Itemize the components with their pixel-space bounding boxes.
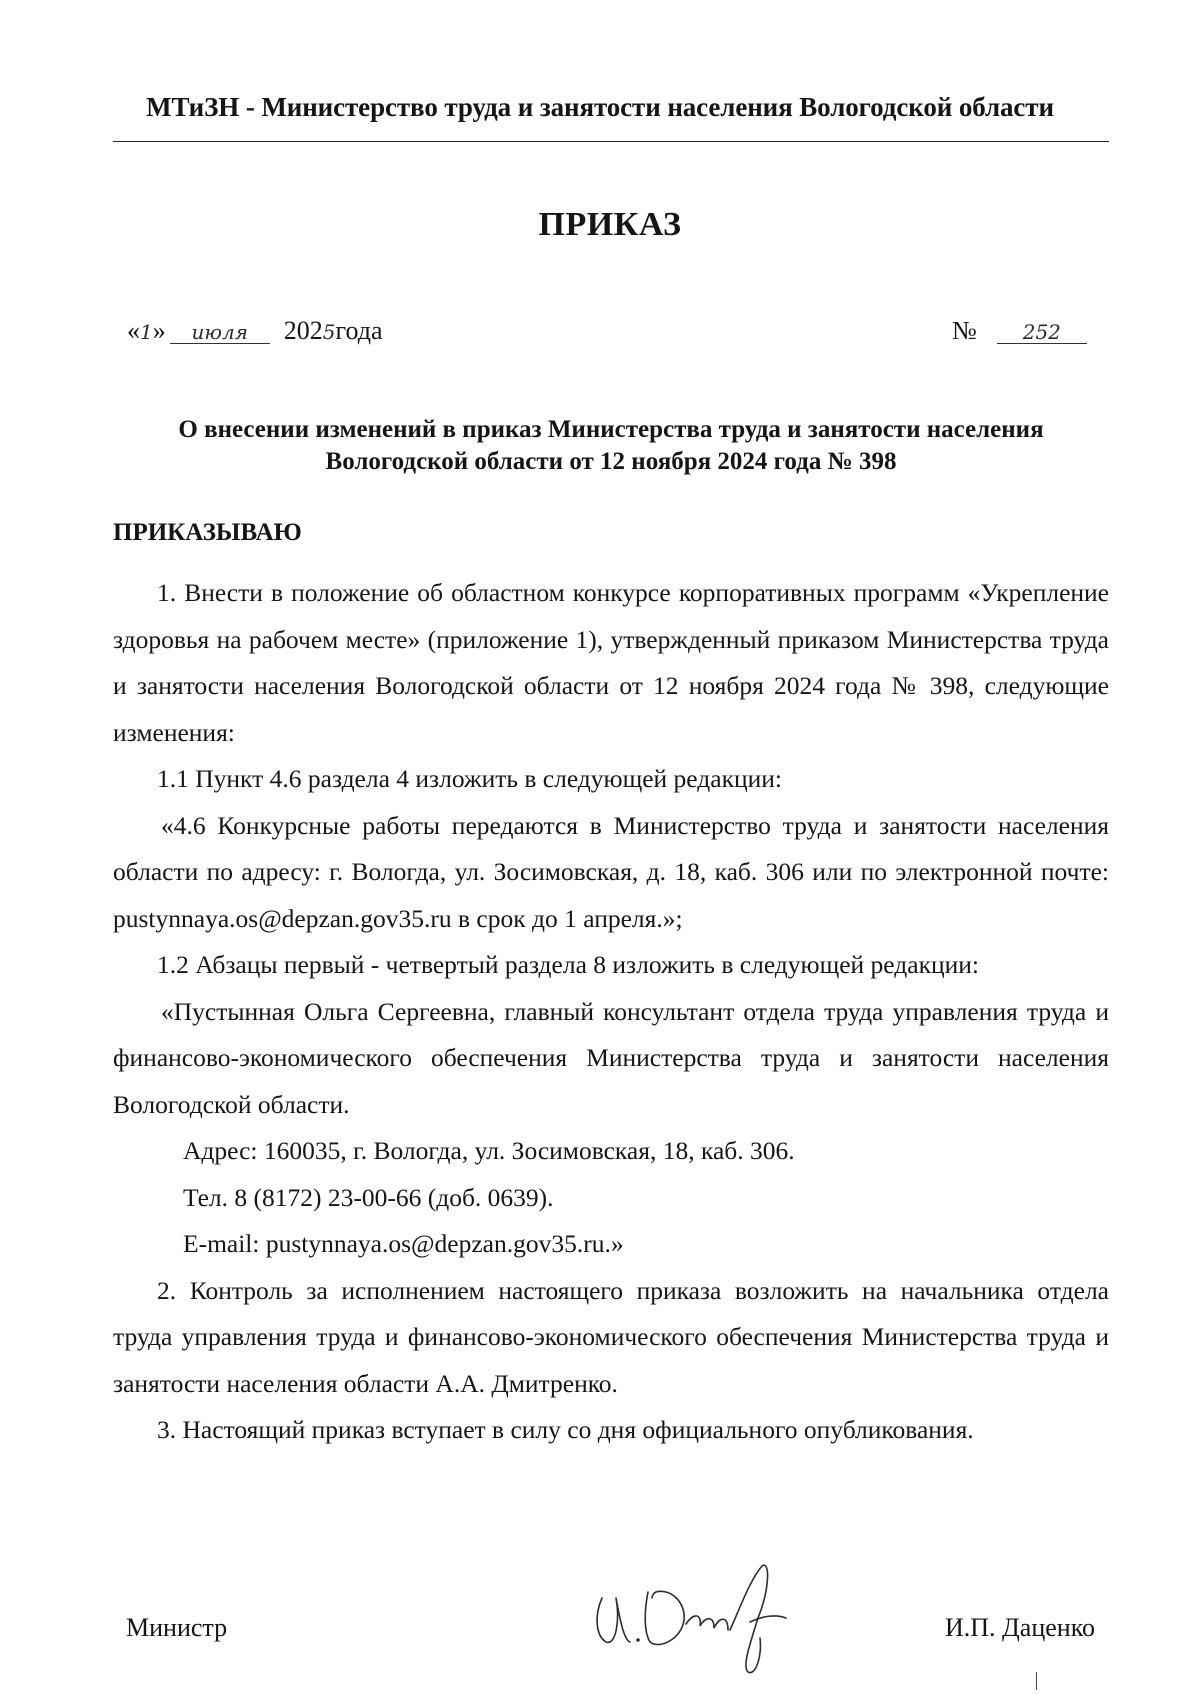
date-month-handwritten: июля [170,321,270,344]
organization-header: МТиЗН - Министерство труда и занятости населения Вологодской области [146,92,1054,122]
subject-line-1: О внесении изменений в приказ Министерства труда и занятости населения [178,416,1044,443]
number-value-handwritten: 252 [997,321,1087,344]
paragraph-3: 3. Настоящий приказ вступает в силу со дня официального опубликования. [157,1415,974,1444]
paragraph-contact-person: «Пустынная Ольга Сергеевна, главный консультант отдела труда управления труда и финансово-экономического обеспечения Министерства труда и занятости населения Вологодской области. [113,996,1109,1119]
directive-heading: ПРИКАЗЫВАЮ [113,519,302,546]
number-label: № [952,316,977,345]
date-open-quote: « [127,316,140,345]
order-date [127,316,383,346]
subject-line-2: Вологодской области от 12 ноября 2024 года № 398 [325,448,897,475]
date-day-handwritten: 1 [140,320,153,344]
signatory-role: Министр [126,1613,228,1642]
date-close-quote: » [152,316,166,345]
paragraph-address: Адрес: 160035, г. Вологда, ул. Зосимовская, 18, каб. 306. [183,1136,795,1165]
date-year-prefix: 202 [283,316,323,345]
scan-mark [1035,1672,1038,1690]
paragraph-2: 2. Контроль за исполнением настоящего приказа возложить на начальника отдела труда управления труда и финансово-экономического обеспечения Министерства труда и занятости населения области А.А. Дмитренко. [113,1275,1109,1398]
paragraph-4-6-quote: «4.6 Конкурсные работы передаются в Министерство труда и занятости населения области по адресу: г. Вологда, ул. Зосимовская, д. 18, каб. 306 или по электронной почте: pustynnaya.os@depzan.gov35.ru в срок до 1 апреля.»; [113,810,1109,933]
document-title: ПРИКАЗ [538,206,682,243]
order-subject [113,414,1109,478]
date-year-suffix: года [335,316,383,345]
signatory-name: И.П. Даценко [945,1613,1096,1642]
paragraph-1-1: 1.1 Пункт 4.6 раздела 4 изложить в следующей редакции: [157,764,782,793]
order-number [952,316,1087,346]
handwritten-signature [590,1558,810,1678]
paragraph-email: E-mail: pustynnaya.os@depzan.gov35.ru.» [183,1229,624,1258]
paragraph-1: 1. Внести в положение об областном конкурсе корпоративных программ «Укрепление здоровья на рабочем месте» (приложение 1), утвержденный приказом Министерства труда и занятости населения Вологодской области от 12 ноября 2024 года № 398, следующие изменения: [113,578,1109,747]
date-year-digit-handwritten: 5 [322,320,336,344]
header-divider [113,141,1109,142]
paragraph-1-2: 1.2 Абзацы первый - четвертый раздела 8 изложить в следующей редакции: [157,950,979,979]
paragraph-phone: Тел. 8 (8172) 23-00-66 (доб. 0639). [183,1182,554,1212]
order-body [113,570,1109,1454]
